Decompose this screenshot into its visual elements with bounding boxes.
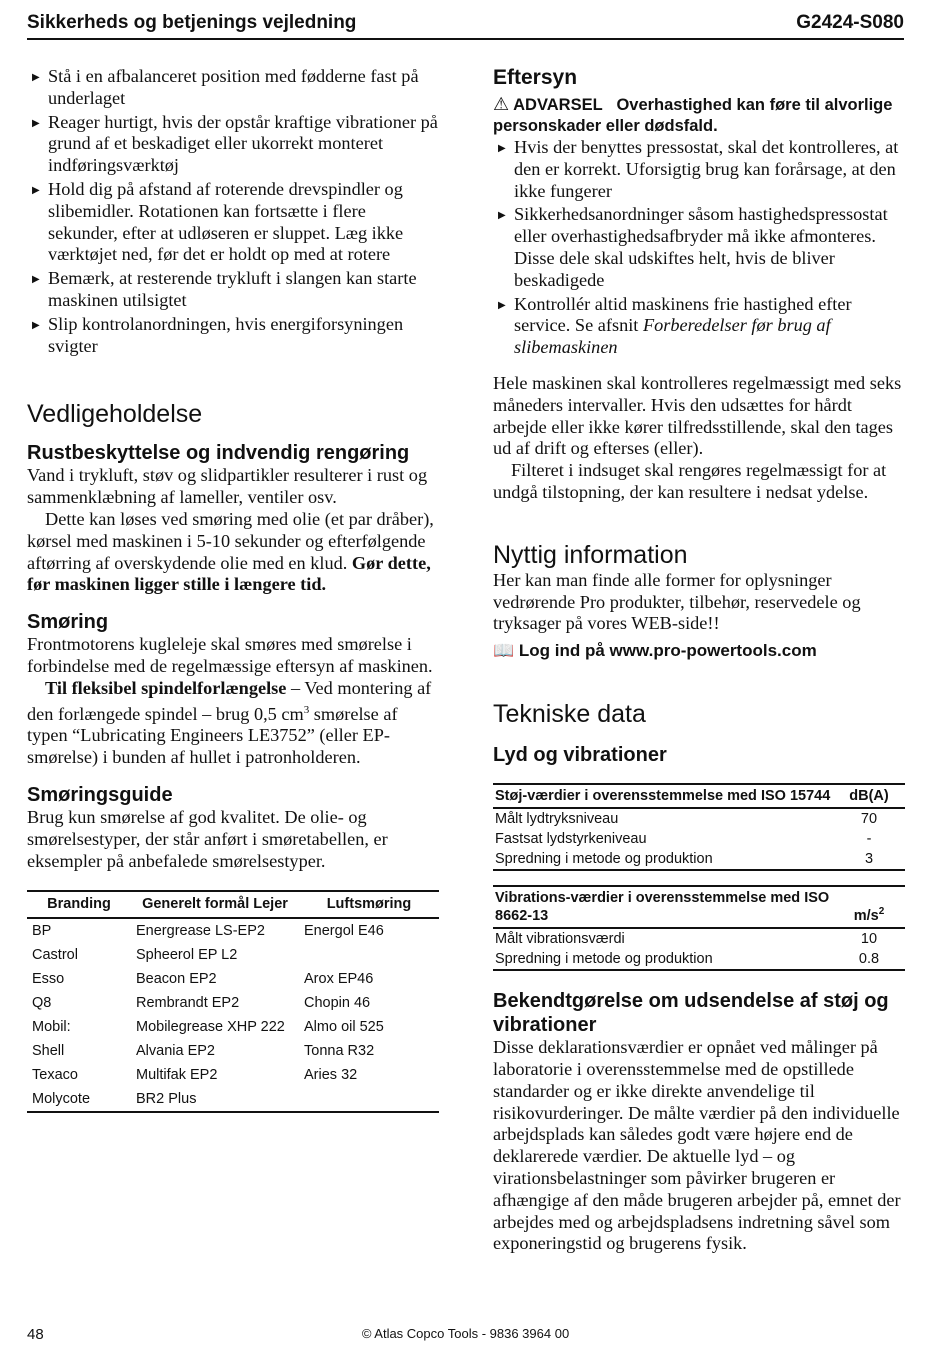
table-row <box>493 829 905 849</box>
list-item: ▶ Stå i en afbalanceret position med fødderne fast på underlaget <box>27 66 439 110</box>
table-row <box>27 1063 439 1087</box>
unit-sup: 2 <box>878 906 885 918</box>
table-row <box>27 1015 439 1039</box>
table-row <box>493 849 905 870</box>
info-paragraph: Her kan man finde alle former for oplysninger vedrørende Pro produkter, tilbehør, reservedele og tryksager på vores WEB-side!! <box>493 569 861 634</box>
table-cell: BR2 Plus <box>136 1091 197 1108</box>
list-item: ▶ Hvis der benyttes pressostat, skal det kontrolleres, at den er korrekt. Uforsigtig brug kan forårsage, at den ikke fungerer <box>493 137 905 202</box>
table-cell: Beacon EP2 <box>136 971 217 988</box>
lube-paragraph-2 <box>27 678 439 769</box>
table-header: Luftsmøring <box>299 891 439 918</box>
bullet-text: Kontrollér altid maskinens frie hastighed efter service. Se afsnit <box>514 293 852 336</box>
table-row <box>27 1039 439 1063</box>
noise-table <box>493 783 905 871</box>
guide-paragraph: Brug kun smørelse af god kvalitet. De olie- og smørelsestyper, der står anført i smøretabellen, er eksempler på anbefalede smørelsestyper. <box>27 807 388 871</box>
table-header: Generelt formål Lejer <box>131 891 299 918</box>
right-column <box>493 66 905 1255</box>
table-cell: Målt lydtryksniveau <box>495 811 619 828</box>
table-cell: Arox EP46 <box>304 971 374 988</box>
maintenance-heading: Vedligeholdelse <box>27 400 203 429</box>
rust-emphasis: Gør dette, før maskinen ligger stille i længere tid. <box>27 552 431 595</box>
section-reference: Forberedelser før brug af slibemaskinen <box>514 315 831 358</box>
inspection-paragraph-2: Filteret i indsuget skal rengøres regelmæssigt for at undgå tilstopning, der kan resultere i nedsat ydelse. <box>493 460 887 502</box>
sound-heading: Lyd og vibrationer <box>493 744 667 767</box>
table-cell: Spredning i metode og produktion <box>495 951 713 968</box>
lubricant-table <box>27 890 439 1113</box>
website-link[interactable]: Log ind på www.pro-powertools.com <box>518 641 817 661</box>
declaration-heading: Bekendtgørelse om udsendelse af støj og vibrationer <box>493 990 889 1037</box>
lube-sup: 3 <box>303 703 310 716</box>
table-cell: Shell <box>32 1043 65 1060</box>
table-cell <box>299 943 439 967</box>
book-icon: 📖 <box>493 641 515 662</box>
declaration-paragraph: Disse deklarationsværdier er opnået ved målinger på laboratorie i overensstemmelse med de opstillede standarder og er ikke direkte anvendelige til risikovurderinger. De målte værdier på den individuelle arbejdsplads kan således godt være højere end de deklarerede værdier. De aktuelle lyd – og virationsbelastninger som påvirker brugeren er afhængige af den måde brugeren arbejder på, emnet der arbejdes med og arbejdspladsens indretning såvel som exponeringstid og brugerens fysik. <box>493 1037 901 1254</box>
table-cell: Spheerol EP L2 <box>136 947 238 964</box>
table-cell: Fastsat lydstyrkeniveau <box>495 831 647 848</box>
tech-heading: Tekniske data <box>493 700 646 729</box>
page-number: 48 <box>27 1326 44 1343</box>
table-cell: Multifak EP2 <box>136 1067 218 1084</box>
table-cell: Aries 32 <box>304 1067 358 1084</box>
table-header: Vibrations-værdier i overensstemmelse med ISO 8662-13 <box>493 886 833 928</box>
table-cell: Energrease LS-EP2 <box>136 923 265 940</box>
table-cell: Mobilegrease XHP 222 <box>136 1019 285 1036</box>
rust-paragraph-1: Vand i trykluft, støv og slidpartikler resulterer i rust og sammenklæbning af lameller, ventiler osv. <box>27 465 428 508</box>
header-code: G2424-S080 <box>796 12 904 33</box>
warning-text: Overhastighed kan føre til alvorlige personskader eller dødsfald. <box>493 96 893 135</box>
table-cell: 10 <box>860 931 878 948</box>
info-heading: Nyttig information <box>493 540 688 569</box>
table-row <box>27 1087 439 1112</box>
lube-emphasis: Til fleksibel spindelforlængelse <box>45 677 287 698</box>
table-cell: Castrol <box>32 947 78 964</box>
table-cell: Spredning i metode og produktion <box>495 851 713 868</box>
safety-bullets <box>27 66 439 357</box>
table-cell: Molycote <box>32 1091 91 1108</box>
table-header: dB(A) <box>833 784 905 808</box>
copyright: © Atlas Copco Tools - 9836 3964 00 <box>361 1326 570 1341</box>
vibration-table <box>493 885 905 971</box>
list-item: ▶ Hold dig på afstand af roterende drevspindler og slibemidler. Rotationen kan fortsætte i flere sekunder, efter at udløseren er sluppet. Læg ikke værktøjet ned, før det er holdt op med at rotere <box>27 179 439 266</box>
table-cell: Alvania EP2 <box>136 1043 215 1060</box>
guide-heading: Smøringsguide <box>27 784 173 807</box>
rust-paragraph-2 <box>27 509 439 596</box>
warning-icon: ⚠ <box>493 94 510 115</box>
list-item: ▶ Sikkerhedsanordninger såsom hastighedspressostat eller overhastighedsafbryder må ikke afmonteres. Disse dele skal udskiftes helt, hvis de bliver beskadigede <box>493 204 905 291</box>
info-link-line <box>493 641 905 661</box>
table-cell: 70 <box>860 811 878 828</box>
table-row <box>27 918 439 943</box>
table-cell: Rembrandt EP2 <box>136 995 240 1012</box>
table-cell: Energol E46 <box>304 923 384 940</box>
table-cell: BP <box>32 923 52 940</box>
table-header <box>833 886 905 928</box>
table-cell: Mobil: <box>32 1019 71 1036</box>
table-cell: 0.8 <box>858 951 880 968</box>
table-row <box>493 928 905 949</box>
list-item: ▶ Bemærk, at resterende trykluft i slangen kan starte maskinen utilsigtet <box>27 268 439 312</box>
lube-text-b: smørelse af typen “Lubricating Engineers LE3752” (eller EP-smørelse) i bunden af hullet i patronholderen. <box>27 703 398 768</box>
table-cell: - <box>866 831 872 848</box>
rust-text: Dette kan løses ved smøring med olie (et par dråber), kørsel med maskinen i 5-10 sekunder og efterfølgende aftørring af overskydende olie med en klud. <box>27 508 434 573</box>
table-cell: 3 <box>864 851 874 868</box>
table-cell <box>299 1087 439 1112</box>
list-item <box>493 294 905 359</box>
table-cell: Tonna R32 <box>304 1043 375 1060</box>
inspection-paragraph-1: Hele maskinen skal kontrolleres regelmæssigt med seks måneders intervaller. Hvis den udsættes for hårdt arbejde eller ikke kører tilfredsstillende, skal den tages ud af drift og efterses (eller). <box>493 372 902 459</box>
table-cell: Texaco <box>32 1067 78 1084</box>
table-row <box>27 967 439 991</box>
lube-heading: Smøring <box>27 611 109 634</box>
inspection-heading: Eftersyn <box>493 66 578 89</box>
unit-label: m/s <box>853 908 879 925</box>
list-item: ▶ Reager hurtigt, hvis der opstår kraftige vibrationer på grund af et beskadiget eller ukorrekt monteret indføringsværktøj <box>27 112 439 177</box>
table-row <box>27 991 439 1015</box>
warning-label: ADVARSEL <box>513 96 603 114</box>
table-row <box>493 949 905 970</box>
table-cell: Chopin 46 <box>304 995 371 1012</box>
table-cell: Målt vibrationsværdi <box>495 931 625 948</box>
header-title: Sikkerheds og betjenings vejledning <box>27 12 357 33</box>
warning-box <box>493 94 905 137</box>
list-item: ▶ Slip kontrolanordningen, hvis energiforsyningen svigter <box>27 314 439 358</box>
rust-heading: Rustbeskyttelse og indvendig rengøring <box>27 442 410 465</box>
table-header: Branding <box>27 891 131 918</box>
lube-paragraph-1: Frontmotorens kugleleje skal smøres med smørelse i forbindelse med de regelmæssige eftersyn af maskinen. <box>27 634 433 676</box>
table-cell: Q8 <box>32 995 52 1012</box>
lube-text-a: – Ved montering af den forlængede spindel – brug 0,5 cm <box>27 677 432 724</box>
table-row <box>493 808 905 829</box>
left-column <box>27 66 439 1113</box>
table-cell: Almo oil 525 <box>304 1019 384 1036</box>
table-row <box>27 943 439 967</box>
table-cell: Esso <box>32 971 65 988</box>
page-header <box>27 8 904 40</box>
inspection-bullets <box>493 137 905 359</box>
table-header: Støj-værdier i overensstemmelse med ISO 15744 <box>493 784 833 808</box>
